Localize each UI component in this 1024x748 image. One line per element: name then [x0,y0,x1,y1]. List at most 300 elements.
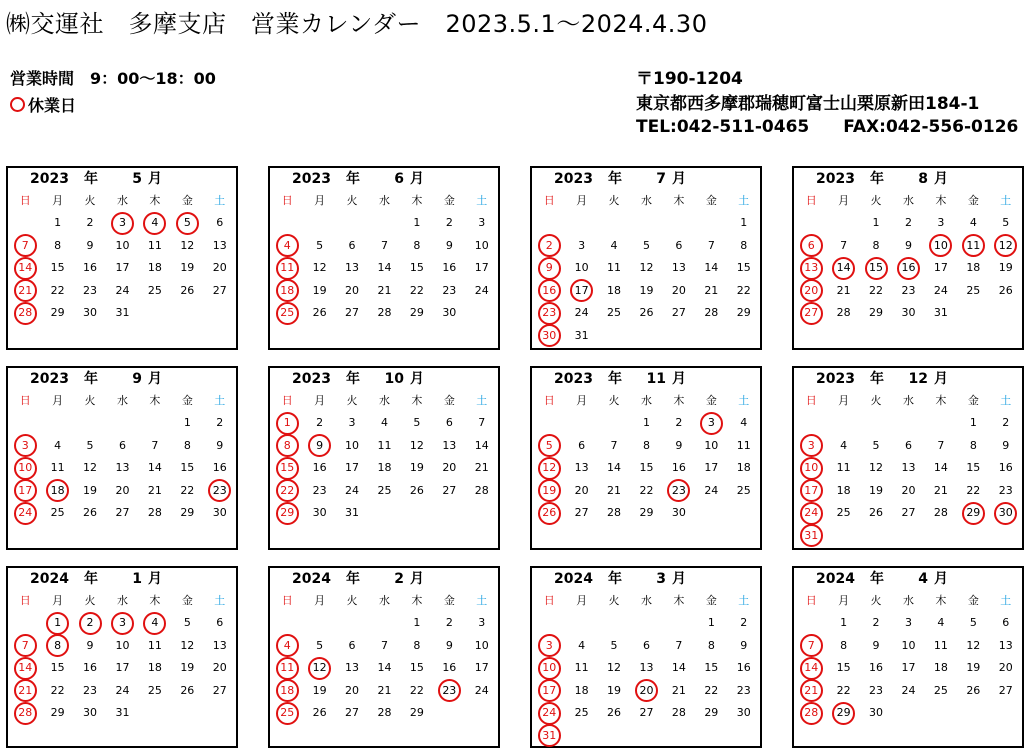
month-calendar [6,566,238,748]
week-row [532,657,760,680]
date-cell: 17 [704,461,719,474]
weekday-label: 金 [181,594,193,607]
date-cell: 21 [607,483,622,497]
week-row [270,257,498,280]
week-row [270,435,498,458]
empty-cell [139,702,171,725]
date-cell: 8 [707,638,715,652]
date-cell: 23 [83,283,98,297]
week-row [532,680,760,703]
empty-cell [9,412,41,435]
weekday-label: 火 [608,594,620,607]
date-cell: 1 [413,616,421,629]
date-cell: 24 [345,483,360,497]
week-row [794,612,1022,635]
week-row [532,257,760,280]
date-cell: 28 [704,306,719,319]
date-cell: 31 [115,306,130,319]
weekday-label: 金 [443,194,455,207]
date-cell: 5 [316,638,324,652]
date-cell: 27 [442,483,457,497]
weekday-label: 月 [838,394,850,407]
empty-cell [204,702,236,725]
date-cell: 20 [345,283,360,297]
empty-cell [336,612,368,635]
holiday-date: 14 [9,257,41,280]
month-unit: 月 [672,571,686,587]
date-cell: 22 [869,283,884,297]
weekday-label: 水 [902,594,914,607]
empty-cell [728,325,760,348]
date-cell: 19 [312,683,327,697]
date-cell: 29 [50,706,65,719]
year-label: 2024 [292,571,331,587]
year-label: 2023 [292,371,331,387]
date-cell: 15 [50,661,65,674]
year-unit: 年 [608,171,622,187]
date-cell: 11 [933,638,948,652]
week-row [8,702,236,725]
month-calendar [6,366,238,550]
date-cell: 20 [998,661,1013,674]
holiday-date: 28 [9,302,41,325]
empty-cell [925,525,957,548]
holiday-date: 18 [271,680,303,703]
weekday-label: 土 [1000,194,1012,207]
empty-cell [695,212,727,235]
empty-cell [663,325,695,348]
empty-cell [565,212,597,235]
date-cell: 25 [147,683,162,697]
date-cell: 21 [704,283,719,297]
weekday-label: 木 [411,194,423,207]
month-calendar [792,366,1024,550]
date-cell: 28 [377,706,392,719]
date-cell: 18 [574,683,589,697]
date-cell: 13 [442,438,457,452]
date-cell: 14 [474,438,489,452]
date-cell: 19 [639,283,654,297]
empty-cell [303,612,335,635]
empty-cell [925,412,957,435]
date-cell: 25 [377,483,392,497]
week-row [270,635,498,658]
date-cell: 7 [151,438,159,452]
week-row [794,657,1022,680]
date-cell: 9 [740,638,748,652]
date-cell: 1 [413,216,421,229]
contact-numbers: TEL:042-511-0465 FAX:042-556-0126 [636,117,1019,137]
date-cell: 27 [574,506,589,519]
empty-cell [466,302,498,325]
holiday-date: 8 [41,635,73,658]
weekday-label: 木 [411,594,423,607]
weekday-row [270,590,498,612]
date-cell: 7 [610,438,618,452]
date-cell: 14 [147,461,162,474]
holiday-date: 3 [106,212,138,235]
holiday-date: 21 [795,680,827,703]
date-cell: 9 [86,638,94,652]
empty-cell [433,502,465,525]
year-label: 2023 [816,371,855,387]
date-cell: 6 [445,416,453,429]
date-cell: 25 [836,506,851,519]
weekday-label: 木 [935,194,947,207]
date-cell: 12 [409,438,424,452]
date-cell: 6 [904,438,912,452]
weekday-row [794,390,1022,412]
date-cell: 5 [183,616,191,629]
date-cell: 7 [380,638,388,652]
date-cell: 4 [380,416,388,429]
weekday-label: 日 [543,394,555,407]
holiday-date: 21 [9,280,41,303]
date-cell: 26 [869,506,884,519]
date-cell: 11 [147,638,162,652]
holiday-date: 2 [74,612,106,635]
date-cell: 12 [180,238,195,252]
date-cell: 6 [1002,616,1010,629]
date-cell: 29 [736,306,751,319]
holiday-date: 2 [533,235,565,258]
date-cell: 8 [740,238,748,252]
year-label: 2024 [30,571,69,587]
holiday-legend [10,93,76,116]
month-label: 11 [646,371,666,387]
date-cell: 3 [904,616,912,629]
month-unit: 月 [672,371,686,387]
week-row [794,412,1022,435]
weekday-label: 月 [314,194,326,207]
date-cell: 15 [50,261,65,274]
year-unit: 年 [608,371,622,387]
date-cell: 13 [345,261,360,274]
date-cell: 1 [707,616,715,629]
week-row [270,280,498,303]
date-cell: 7 [937,438,945,452]
date-cell: 2 [904,216,912,229]
holiday-date: 30 [533,325,565,348]
date-cell: 7 [675,638,683,652]
holiday-date: 18 [271,280,303,303]
weekday-label: 金 [967,394,979,407]
holiday-date: 5 [533,435,565,458]
empty-cell [565,412,597,435]
week-row [270,657,498,680]
weekday-label: 火 [346,394,358,407]
empty-cell [368,612,400,635]
date-cell: 9 [1002,438,1010,452]
empty-cell [990,302,1022,325]
empty-cell [827,525,859,548]
date-cell: 4 [740,416,748,429]
weekday-row [532,390,760,412]
holiday-date: 1 [271,412,303,435]
month-header [532,168,760,190]
holiday-date: 3 [9,435,41,458]
weekday-label: 月 [52,394,64,407]
month-header [270,568,498,590]
page-title: ㈱交運社 多摩支店 営業カレンダー 2023.5.1～2024.4.30 [6,10,708,38]
weekday-label: 月 [838,194,850,207]
month-label: 12 [908,371,928,387]
date-cell: 29 [639,506,654,519]
date-cell: 11 [736,438,751,452]
month-label: 4 [918,571,928,587]
week-row [532,635,760,658]
empty-cell [171,302,203,325]
weekday-row [8,590,236,612]
week-row [8,212,236,235]
week-row [8,257,236,280]
month-unit: 月 [410,171,424,187]
holiday-date: 1 [41,612,73,635]
date-cell: 8 [183,438,191,452]
date-cell: 13 [901,461,916,474]
date-cell: 6 [118,438,126,452]
date-cell: 5 [610,638,618,652]
weekday-row [8,190,236,212]
date-cell: 28 [607,506,622,519]
holiday-date: 3 [795,435,827,458]
date-cell: 23 [442,283,457,297]
year-label: 2023 [554,371,593,387]
empty-cell [565,725,597,748]
date-cell: 12 [312,261,327,274]
date-cell: 25 [607,306,622,319]
holiday-date: 17 [9,480,41,503]
holiday-date: 7 [795,635,827,658]
week-row [532,502,760,525]
date-cell: 22 [736,283,751,297]
week-row [8,657,236,680]
date-cell: 18 [607,283,622,297]
empty-cell [171,702,203,725]
date-cell: 30 [83,306,98,319]
weekday-label: 火 [870,194,882,207]
date-cell: 10 [345,438,360,452]
date-cell: 31 [115,706,130,719]
date-cell: 4 [54,438,62,452]
date-cell: 24 [901,683,916,697]
date-cell: 28 [147,506,162,519]
date-cell: 18 [147,261,162,274]
week-row [532,280,760,303]
date-cell: 27 [345,706,360,719]
weekday-label: 土 [214,194,226,207]
date-cell: 18 [147,661,162,674]
date-cell: 12 [180,638,195,652]
empty-cell [41,412,73,435]
date-cell: 28 [377,306,392,319]
date-cell: 2 [445,616,453,629]
date-cell: 24 [933,283,948,297]
week-row [794,680,1022,703]
date-cell: 17 [474,661,489,674]
date-cell: 15 [639,461,654,474]
holiday-date: 27 [795,302,827,325]
date-cell: 27 [901,506,916,519]
date-cell: 18 [933,661,948,674]
weekday-label: 日 [543,194,555,207]
empty-cell [630,212,662,235]
empty-cell [728,725,760,748]
date-cell: 22 [180,483,195,497]
month-header [532,368,760,390]
empty-cell [598,612,630,635]
month-header [794,568,1022,590]
date-cell: 22 [836,683,851,697]
holiday-date: 13 [795,257,827,280]
date-cell: 20 [671,283,686,297]
date-cell: 8 [642,438,650,452]
date-cell: 1 [840,616,848,629]
weekday-label: 日 [805,194,817,207]
week-row [794,525,1022,548]
date-cell: 29 [869,306,884,319]
holiday-date: 11 [271,257,303,280]
month-label: 6 [394,171,404,187]
date-cell: 5 [316,238,324,252]
month-label: 3 [656,571,666,587]
week-row [794,280,1022,303]
weekday-label: 木 [673,594,685,607]
date-cell: 2 [872,616,880,629]
holiday-date: 8 [271,435,303,458]
month-calendar [530,166,762,350]
month-label: 8 [918,171,928,187]
date-cell: 22 [50,683,65,697]
date-cell: 31 [933,306,948,319]
date-cell: 18 [377,461,392,474]
holiday-date: 21 [9,680,41,703]
empty-cell [9,612,41,635]
week-row [532,212,760,235]
weekday-label: 水 [116,394,128,407]
date-cell: 26 [409,483,424,497]
empty-cell [74,412,106,435]
empty-cell [368,212,400,235]
holiday-date: 24 [533,702,565,725]
holiday-date: 9 [303,435,335,458]
date-cell: 16 [442,661,457,674]
date-cell: 27 [212,683,227,697]
empty-cell [957,525,989,548]
week-row [532,302,760,325]
date-cell: 26 [180,283,195,297]
week-row [8,680,236,703]
month-calendar [268,166,500,350]
business-hours: 営業時間 9：00～18：00 [10,69,216,88]
date-cell: 31 [345,506,360,519]
date-cell: 16 [442,261,457,274]
empty-cell [630,612,662,635]
date-cell: 29 [409,306,424,319]
date-cell: 30 [83,706,98,719]
date-cell: 15 [409,661,424,674]
date-cell: 13 [212,638,227,652]
date-cell: 28 [474,483,489,497]
weekday-label: 日 [543,594,555,607]
date-cell: 14 [671,661,686,674]
holiday-date: 30 [990,502,1022,525]
empty-cell [695,502,727,525]
weekday-label: 木 [149,194,161,207]
holiday-date: 3 [695,412,727,435]
date-cell: 23 [869,683,884,697]
month-calendar [530,366,762,550]
month-header [270,168,498,190]
date-cell: 23 [312,483,327,497]
date-cell: 1 [642,416,650,429]
date-cell: 23 [83,683,98,697]
holiday-date: 4 [271,635,303,658]
week-row [532,325,760,348]
holiday-date: 22 [271,480,303,503]
date-cell: 30 [901,306,916,319]
weekday-row [8,390,236,412]
month-label: 7 [656,171,666,187]
date-cell: 11 [50,461,65,474]
weekday-label: 月 [314,394,326,407]
date-cell: 5 [1002,216,1010,229]
week-row [270,457,498,480]
week-row [794,480,1022,503]
weekday-row [794,190,1022,212]
empty-cell [957,302,989,325]
month-header [8,368,236,390]
year-unit: 年 [870,171,884,187]
month-unit: 月 [672,171,686,187]
holiday-date: 17 [565,280,597,303]
week-row [8,612,236,635]
weekday-label: 月 [838,594,850,607]
week-row [8,412,236,435]
date-cell: 19 [409,461,424,474]
date-cell: 24 [704,483,719,497]
empty-cell [892,702,924,725]
weekday-label: 日 [281,194,293,207]
weekday-label: 木 [673,394,685,407]
empty-cell [695,325,727,348]
week-row [794,635,1022,658]
weekday-label: 水 [640,394,652,407]
date-cell: 29 [50,306,65,319]
empty-cell [139,302,171,325]
weekday-label: 金 [181,394,193,407]
weekday-label: 土 [1000,594,1012,607]
date-cell: 19 [607,683,622,697]
year-label: 2023 [554,171,593,187]
holiday-date: 31 [533,725,565,748]
legend-label: 休業日 [28,96,77,115]
date-cell: 30 [212,506,227,519]
date-cell: 10 [474,638,489,652]
weekday-label: 日 [19,594,31,607]
date-cell: 9 [445,638,453,652]
holiday-date: 10 [925,235,957,258]
weekday-label: 金 [967,194,979,207]
week-row [794,702,1022,725]
holiday-date: 4 [139,212,171,235]
date-cell: 16 [83,261,98,274]
weekday-label: 土 [214,594,226,607]
month-calendar [792,566,1024,748]
weekday-label: 日 [19,394,31,407]
month-label: 1 [132,571,142,587]
weekday-label: 木 [149,394,161,407]
